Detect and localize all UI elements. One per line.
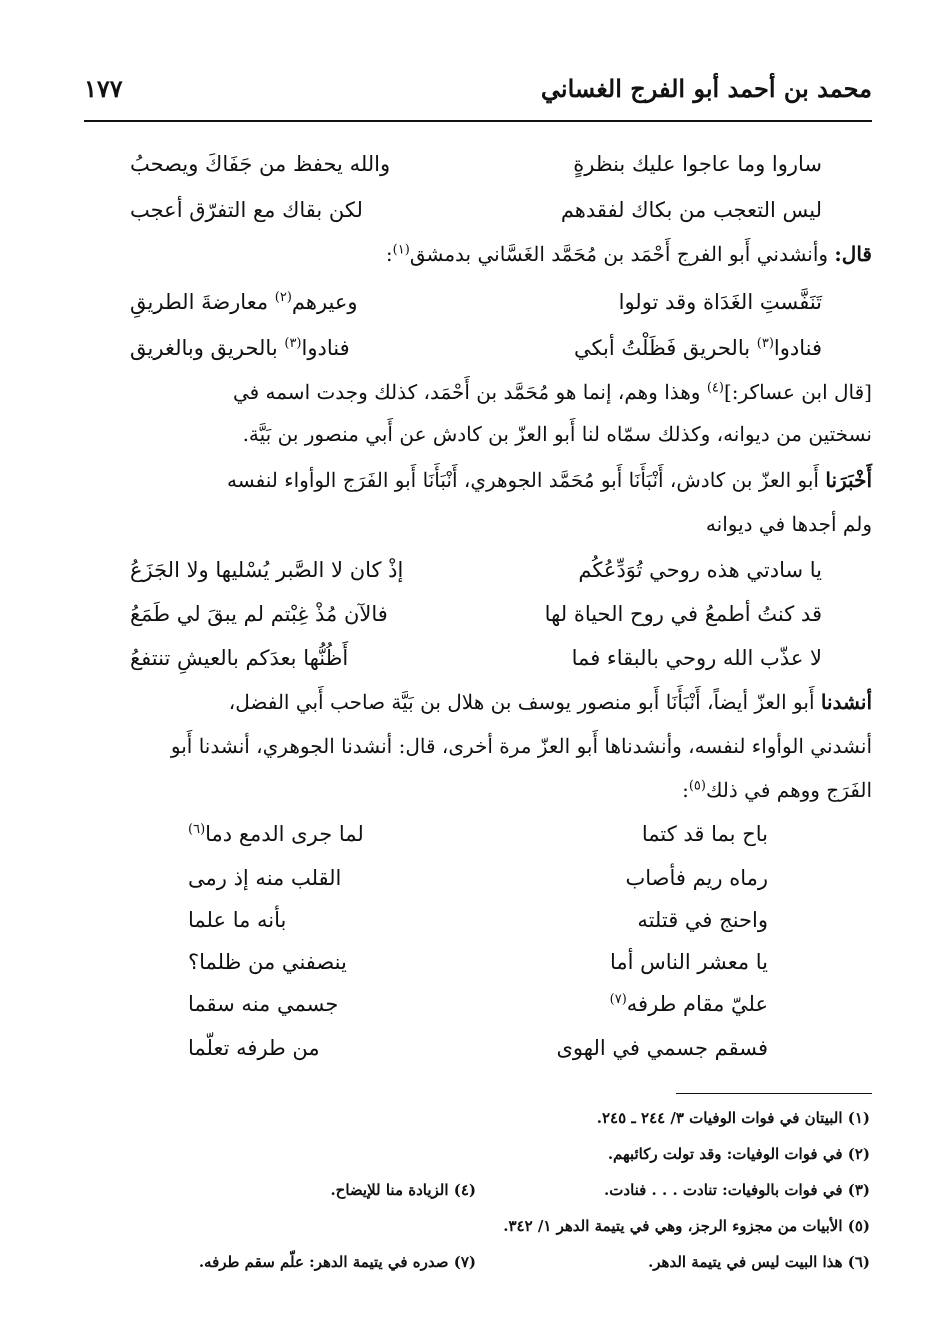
footnote-ref: (٥) xyxy=(688,778,706,794)
verse-hemistich: ينصفني من ظلما؟ xyxy=(188,950,347,974)
verse-text: عليّ مقام طرفه xyxy=(626,992,768,1016)
verse-text: فنادوا xyxy=(301,336,350,360)
header-rule xyxy=(84,120,872,122)
running-header xyxy=(84,74,872,114)
footnote: (٣) في فوات بالوفيات: تنادت . . . فنادت. xyxy=(604,1181,870,1199)
paragraph xyxy=(84,680,872,724)
paragraph-text: أَبو العزّ أيضاً، أَنْبَأَنَا أَبو منصور يوسف بن هلال بن بَيَّة صاحب أَبي الفضل، xyxy=(228,690,821,714)
footnote-separator xyxy=(676,1093,872,1094)
paragraph-text: وهذا وهم، إنما هو مُحَمَّد بن أَحْمَد، كذلك وجدت اسمه في xyxy=(232,380,707,404)
paragraph xyxy=(84,768,872,812)
verse-hemistich xyxy=(130,280,460,324)
footnote-ref: (٣) xyxy=(756,336,774,351)
verse-text: فنادوا xyxy=(773,336,822,360)
verse-hemistich xyxy=(188,812,448,856)
verse-hemistich: لكن بقاك مع التفرّق أعجب xyxy=(130,198,363,222)
verse-hemistich: بأنه ما علما xyxy=(188,908,287,932)
verse-hemistich: ليس التعجب من بكاك لفقدهم xyxy=(560,198,822,222)
header-title: محمد بن أحمد أبو الفرج الغساني xyxy=(540,74,872,103)
paragraph xyxy=(84,232,872,276)
verse-text: بالحريق وبالغريق xyxy=(130,336,285,360)
lead-word: قال: xyxy=(834,242,872,266)
verse-text: معارضةَ الطريقِ xyxy=(130,290,275,314)
paragraph xyxy=(84,458,872,502)
verse-hemistich xyxy=(492,326,822,370)
paragraph-text: الفَرَج ووهم في ذلك xyxy=(705,778,872,802)
verse-text: بالحريق فَظَلْتُ أبكي xyxy=(573,336,757,360)
paragraph-line: أنشدني الوأواء لنفسه، وأنشدناها أَبو العزّ مرة أخرى، قال: أنشدنا الجوهري، أنشدنا أَبو xyxy=(170,734,872,758)
paragraph-text: : xyxy=(385,242,393,266)
verse-hemistich: يا معشر الناس أما xyxy=(609,950,768,974)
verse-text: لما جرى الدمع دما xyxy=(205,822,364,846)
paragraph-line: نسختين من ديوانه، وكذلك سمّاه لنا أَبو العزّ بن كادش عن أَبي منصور بن بَيَّة. xyxy=(242,422,872,446)
footnote-ref: (٢) xyxy=(274,290,292,305)
footnote: (٦) هذا البيت ليس في يتيمة الدهر. xyxy=(648,1253,870,1271)
footnote: (٤) الزيادة منا للإيضاح. xyxy=(330,1181,476,1199)
footnote: (١) البيتان في فوات الوفيات ٣/ ٢٤٤ ـ ٢٤٥. xyxy=(596,1109,870,1127)
verse-hemistich: رماه ريم فأصاب xyxy=(625,866,768,890)
verse-hemistich xyxy=(508,982,768,1026)
verse-hemistich: يا سادتي هذه روحي تُوَدِّعُكُم xyxy=(578,558,822,582)
paragraph xyxy=(84,370,872,414)
verse-hemistich: ساروا وما عاجوا عليك بنظرةٍ xyxy=(573,152,822,176)
verse-hemistich: تَنَفَّستِ الغَدَاة وقد تولوا xyxy=(618,290,822,314)
verse-hemistich: باح بما قد كتما xyxy=(641,822,768,846)
paragraph-text: [قال ابن عساكر:] xyxy=(723,380,872,404)
footnote-ref: (٣) xyxy=(284,336,302,351)
footnote: (٥) الأبيات من مجزوء الرجز، وهي في يتيمة الدهر ١/ ٣٤٢. xyxy=(503,1217,870,1235)
footnote: (٧) صدره في يتيمة الدهر: علّم سقم طرفه. xyxy=(198,1253,476,1271)
verse-text: وعيرهم xyxy=(291,290,358,314)
footnote-ref: (٤) xyxy=(706,380,724,396)
verse-hemistich: واحنج في قتلته xyxy=(637,908,768,932)
paragraph-text: : xyxy=(682,778,689,802)
verse-hemistich: فالآن مُذْ غِبْتم لم يبقَ لي طَمَعُ xyxy=(130,602,388,626)
verse-hemistich: القلب منه إذ رمى xyxy=(188,866,342,890)
footnote-ref: (٦) xyxy=(188,822,206,837)
paragraph-text: وأنشدني أَبو الفرج أَحْمَد بن مُحَمَّد الغَسَّاني بدمشق xyxy=(409,242,835,266)
verse-hemistich: جسمي منه سقما xyxy=(188,992,339,1016)
footnote-ref: (١) xyxy=(392,242,410,258)
verse-hemistich: والله يحفظ من جَفَاكَ ويصحبُ xyxy=(130,152,391,176)
verse-hemistich: أَظُنُّها بعدَكم بالعيشِ تنتفعُ xyxy=(130,646,349,670)
paragraph-text: أَبو العزّ بن كادش، أَنْبَأَنَا أَبو مُحَمَّد الجوهري، أَنْبَأَنَا أَبو الفَرَج الوأواء لنفسه xyxy=(227,468,826,492)
verse-hemistich: لا عذّب الله روحي بالبقاء فما xyxy=(571,646,822,670)
footnote-ref: (٧) xyxy=(609,992,627,1007)
paragraph-line: ولم أجدها في ديوانه xyxy=(705,512,872,536)
footnote: (٢) في فوات الوفيات: وقد تولت ركائبهم. xyxy=(607,1145,870,1163)
verse-hemistich: إذْ كان لا الصَّبر يُسْليها ولا الجَزَعُ xyxy=(130,558,404,582)
verse-hemistich xyxy=(130,326,460,370)
verse-hemistich: من طرفه تعلّما xyxy=(188,1036,320,1060)
lead-word: أَخْبَرَنا xyxy=(825,468,872,492)
verse-hemistich: قد كنتُ أطمعُ في روح الحياة لها xyxy=(544,602,822,626)
lead-word: أنشدنا xyxy=(820,690,872,714)
page-number: ١٧٧ xyxy=(84,74,123,103)
verse-hemistich: فسقم جسمي في الهوى xyxy=(556,1036,768,1060)
